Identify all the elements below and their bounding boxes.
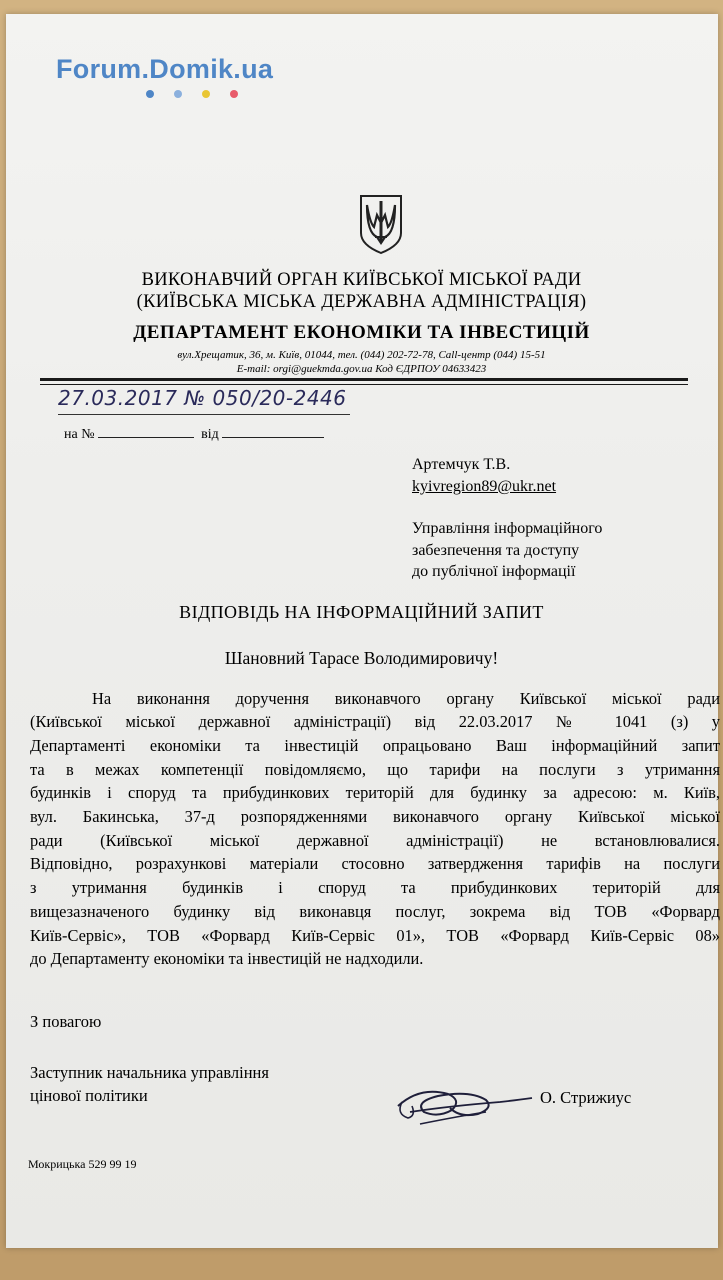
department-address: вул.Хрещатик, 36, м. Київ, 01044, тел. (044) 202-72-78, Call-центр (044) 15-51 [177,349,546,361]
body-line: з утримання будинків і споруд та прибудинкових територій для [30,878,720,897]
incoming-number-blank [98,425,194,438]
incoming-reference [64,425,324,443]
recipient-unit-line: забезпечення та доступу [412,542,580,559]
watermark-dot [174,90,182,98]
body-line: ради (Київської міської державної адміністрації) не встановлювалися. [30,831,720,850]
body-line: до Департаменту економіки та інвестицій не надходили. [30,949,424,968]
watermark-dot [202,90,210,98]
header-rule-thick [40,378,688,381]
signatory-title-line1: Заступник начальника управління [30,1063,269,1082]
body-line: Київ-Сервіс», ТОВ «Форвард Київ-Сервіс 01», ТОВ «Форвард Київ-Сервіс 08» [30,926,720,945]
watermark-logo[interactable]: Forum.Domik.ua [56,54,274,84]
header-rule-thin [40,384,688,385]
executor-contact: Мокрицька 529 99 19 [28,1157,137,1171]
outgoing-number-underline [58,414,350,415]
signatory-title-line2: цінової політики [30,1086,148,1105]
body-line: На виконання доручення виконавчого органу Київської міської ради [92,689,720,708]
watermark-dots [146,90,246,98]
org-name-line2: (КИЇВСЬКА МІСЬКА ДЕРЖАВНА АДМІНІСТРАЦІЯ) [136,292,587,312]
incoming-from-label: від [201,427,219,442]
body-line: та в межах компетенції повідомляємо, що тарифи на послуги з утримання [30,760,720,779]
recipient-unit-line: Управління інформаційного [412,520,603,537]
signatory-name: О. Стрижиус [540,1088,632,1107]
org-name-line1: ВИКОНАВЧИЙ ОРГАН КИЇВСЬКОЇ МІСЬКОЇ РАДИ [141,270,582,290]
letter-title: ВІДПОВІДЬ НА ІНФОРМАЦІЙНИЙ ЗАПИТ [179,602,544,622]
incoming-prefix: на № [64,427,95,442]
body-line: вищезазначеного будинку від виконавця послуг, зокрема від ТОВ «Форвард [30,902,720,921]
recipient-email[interactable]: kyivregion89@ukr.net [412,478,557,495]
department-contacts: E-mail: orgi@guekmda.gov.ua Код ЄДРПОУ 04633423 [236,363,487,375]
body-line: будинків і споруд та прибудинкових територій для будинку за адресою: м. Київ, [30,783,720,802]
letter-greeting: Шановний Тарасе Володимировичу! [224,648,499,668]
body-line: Відповідно, розрахункові матеріали стосовно затвердження тарифів на послуги [30,854,720,873]
watermark-dot [230,90,238,98]
recipient-name: Артемчук Т.В. [412,456,511,473]
department-name: ДЕПАРТАМЕНТ ЕКОНОМІКИ ТА ІНВЕСТИЦІЙ [133,322,590,343]
trident-emblem-icon [358,193,404,260]
watermark-dot [146,90,154,98]
closing-phrase: З повагою [30,1012,102,1031]
handwritten-signature-icon [390,1072,540,1147]
body-line: Департаменті економіки та інвестицій опрацьовано Ваш інформаційний запит [30,736,720,755]
body-line: (Київської міської державної адміністрації) від 22.03.2017 № 1041 (з) у [30,712,720,731]
recipient-unit-line: до публічної інформації [412,563,576,580]
body-line: вул. Бакинська, 37-д розпорядженнями виконавчого органу Київської міської [30,807,720,826]
outgoing-number-handwritten: 27.03.2017 № 050/20-2446 [58,386,347,410]
incoming-date-blank [222,425,324,438]
